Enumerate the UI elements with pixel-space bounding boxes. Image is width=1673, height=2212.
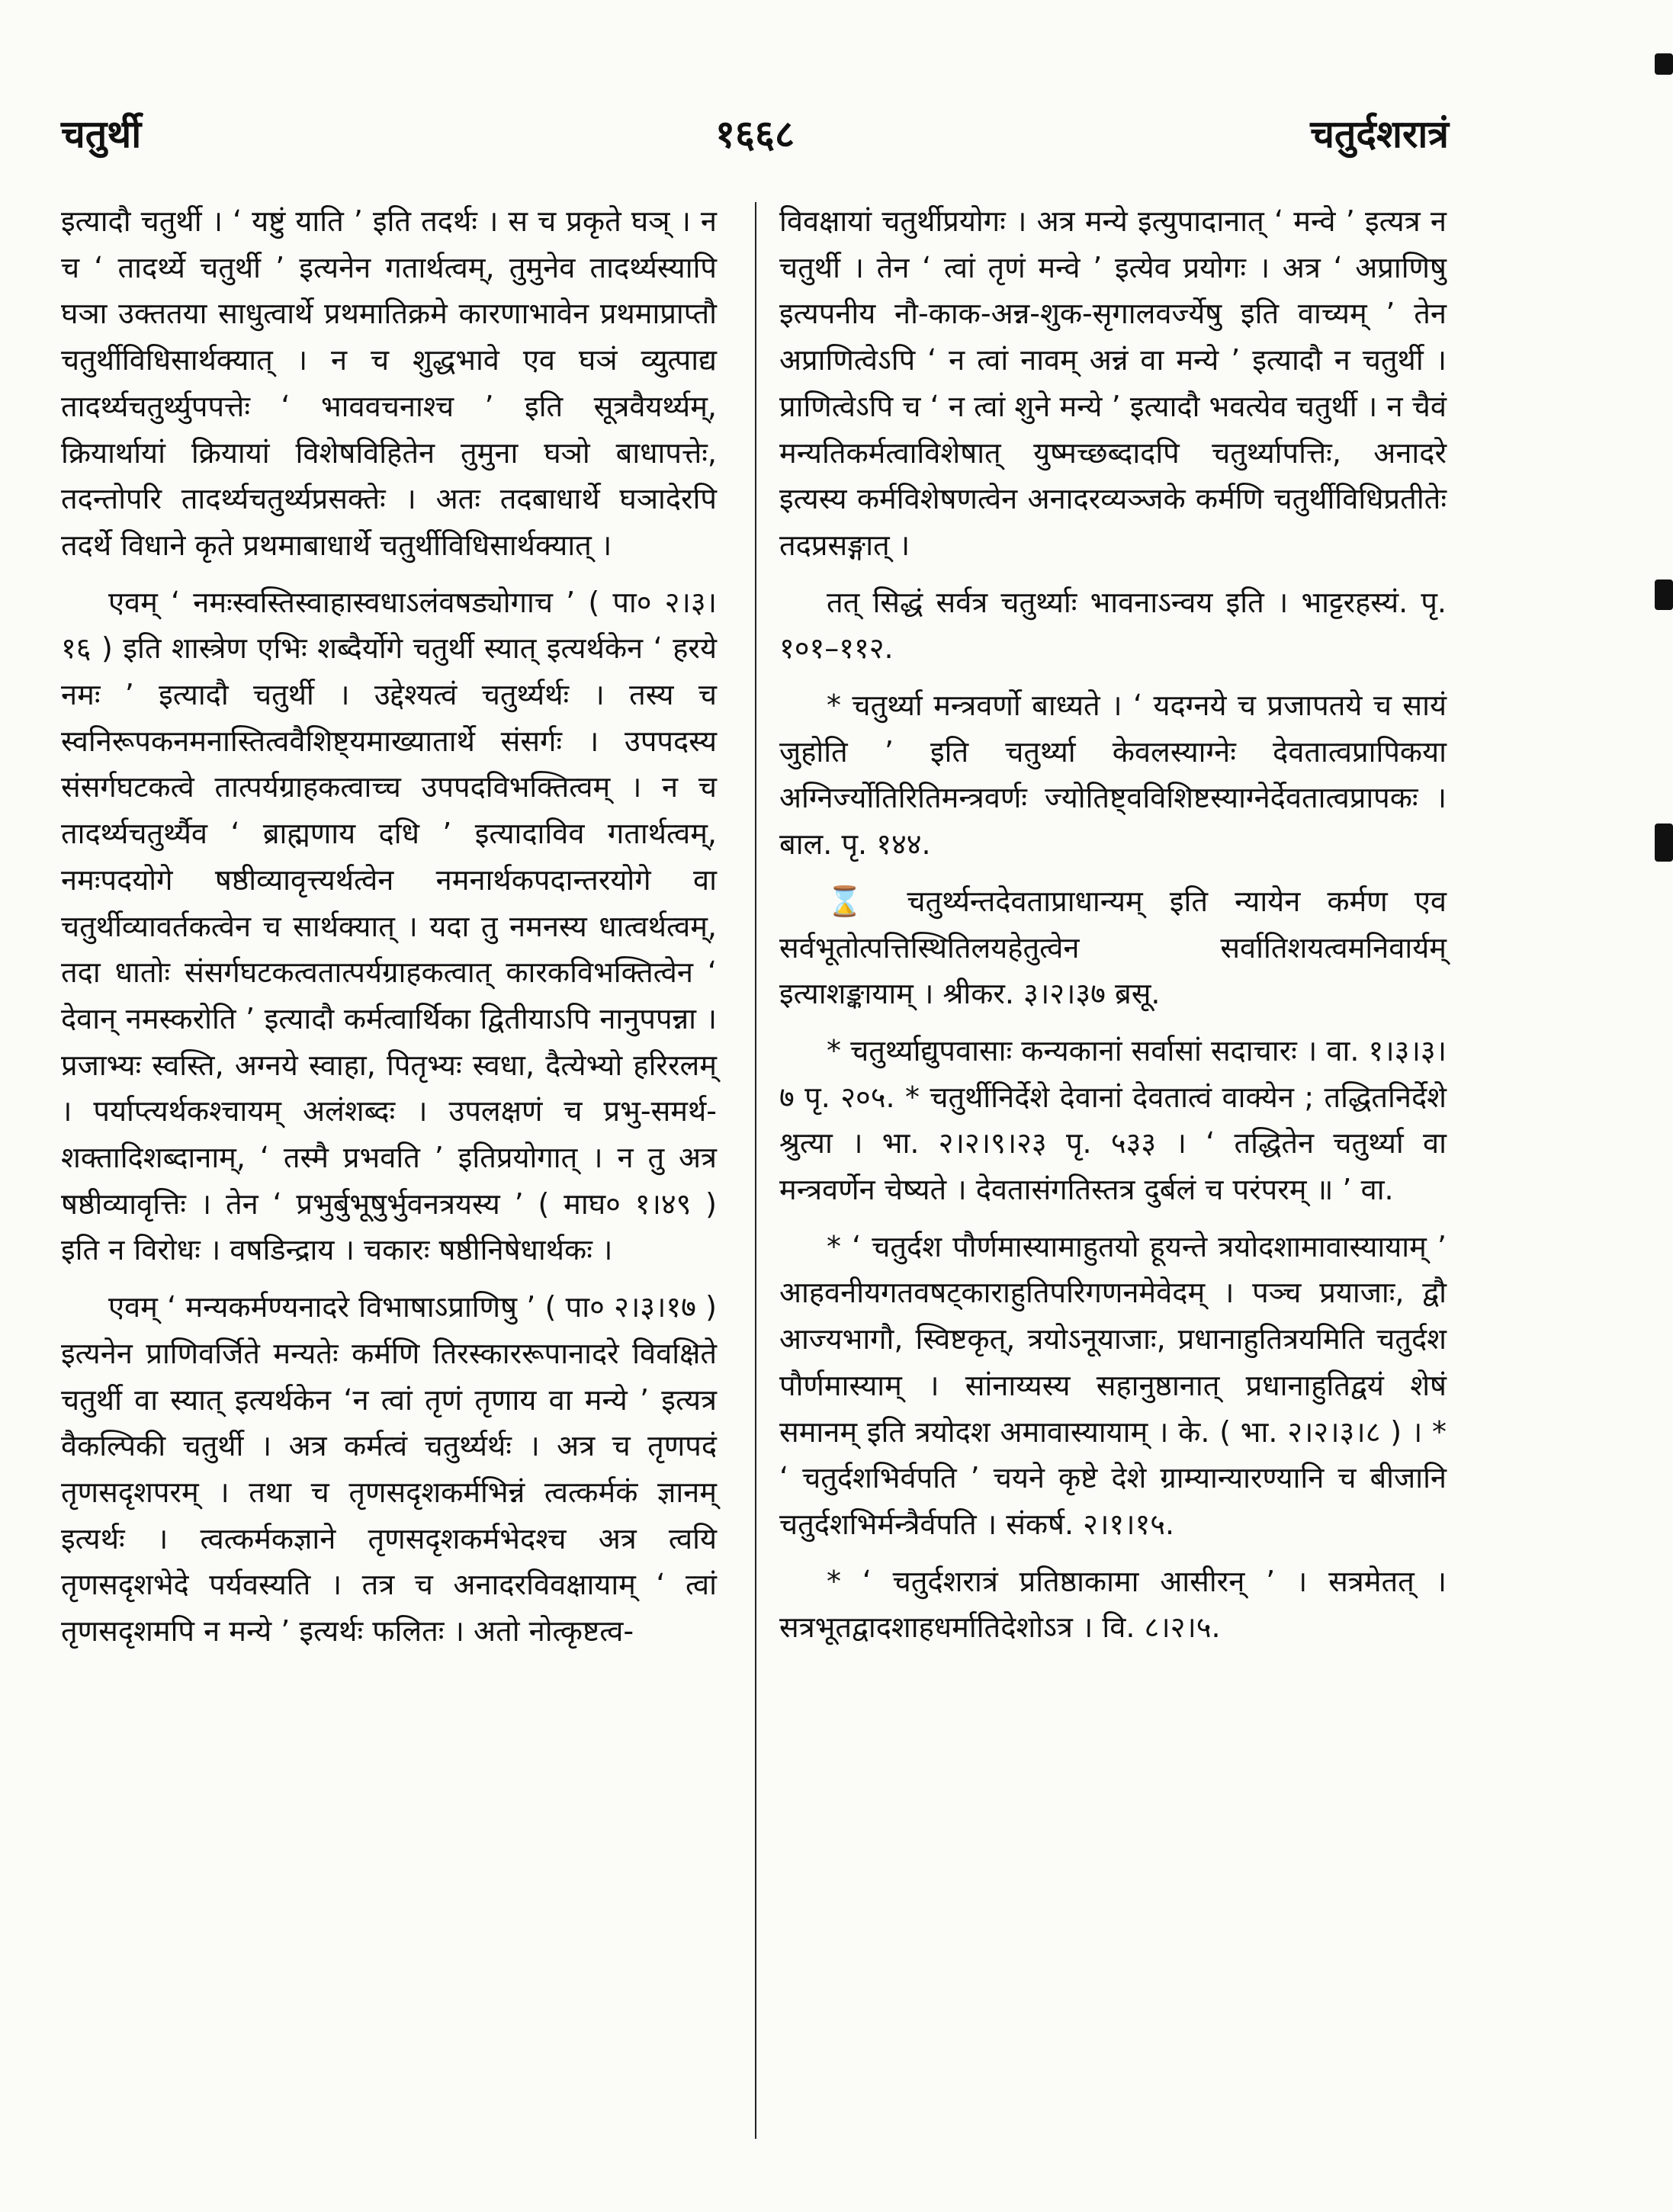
right-column [779,198,1447,1661]
paragraph: तत् सिद्धं सर्वत्र चतुर्थ्याः भावनाऽन्वय इति । भाट्टरहस्यं. पृ. १०१–११२. [779,585,1447,666]
paragraph: इत्यादौ चतुर्थी । ‘ यष्टुं याति ’ इति तदर्थः । स च प्रकृते घञ् । न च ‘ तादर्थ्ये चतुर्थी ’ इत्यनेन गतार्थत्वम्, तुमुनेव तादर्थ्यस्यापि घञा उक्ततया साधुत्वार्थे प्रथमातिक्रमे कारणाभावेन प्रथमाप्राप्तौ चतुर्थीविधिसार्थक्यात् । न च शुद्धभावे एव घञं व्युत्पाद्य तादर्थ्यचतुर्थ्युपपत्तेः ‘ भाववचनाश्च ’ इति सूत्रवैयर्थ्यम्, क्रियार्थायां क्रियायां विशेषविहितेन तुमुना घञो बाधापत्तेः, तदन्तोपरि तादर्थ्यचतुर्थ्यप्रसक्तेः । अतः तदबाधार्थे घञादेरपि तदर्थे विधाने कृते प्रथमाबाधार्थे चतुर्थीविधिसार्थक्यात् । [61,204,717,562]
paragraph: विवक्षायां चतुर्थीप्रयोगः । अत्र मन्ये इत्युपादानात् ‘ मन्वे ’ इत्यत्र न चतुर्थी । तेन ‘ त्वां तृणं मन्वे ’ इत्येव प्रयोगः । अत्र ‘ अप्राणिषु इत्यपनीय नौ-काक-अन्न-शुक-सृगालवर्ज्येषु इति वाच्यम् ’ तेन अप्राणित्वेऽपि ‘ न त्वां नावम् अन्नं वा मन्ये ’ इत्यादौ न चतुर्थी । प्राणित्वेऽपि च ‘ न त्वां शुने मन्ये ’ इत्यादौ भवत्येव चतुर्थी । न चैवं मन्यतिकर्मत्वाविशेषात् युष्मच्छब्दादपि चतुर्थ्यापत्तिः, अनादरे इत्यस्य कर्मविशेषणत्वेन अनादरव्यञ्जके कर्मणि चतुर्थीविधिप्रतीतेः तदप्रसङ्गात् । [779,204,1447,562]
paragraph: एवम् ‘ मन्यकर्मण्यनादरे विभाषाऽप्राणिषु ’ ( पा० २।३।१७ ) इत्यनेन प्राणिवर्जिते मन्यतेः कर्मणि तिरस्काररूपानादरे विवक्षिते चतुर्थी वा स्यात् इत्यर्थकेन ‘न त्वां तृणं तृणाय वा मन्ये ’ इत्यत्र वैकल्पिकी चतुर्थी । अत्र कर्मत्वं चतुर्थ्यर्थः । अत्र च तृणपदं तृणसदृशपरम् । तथा च तृणसदृशकर्मभिन्नं त्वत्कर्मकं ज्ञानम् इत्यर्थः । त्वत्कर्मकज्ञाने तृणसदृशकर्मभेदश्च अत्र त्वयि तृणसदृशभेदे पर्यवस्यति । तत्र च अनादरविवक्षायाम् ‘ त्वां तृणसदृशमपि न मन्ये ’ इत्यर्थः फलितः । अतो नोत्कृष्टत्व- [61,1290,717,1649]
header-left-word: चतुर्थी [61,112,142,156]
paragraph: * ‘ चतुर्दशरात्रं प्रतिष्ठाकामा आसीरन् ’ । सत्रमेतत् । सत्रभूतद्वादशाहधर्मातिदेशोऽत्र । वि. ८।२।५. [779,1564,1447,1645]
scan-edge-mark [1655,579,1673,610]
paragraph: एवम् ‘ नमःस्वस्तिस्वाहास्वधाऽलंवषड्योगाच ’ ( पा० २।३।१६ ) इति शास्त्रेण एभिः शब्दैर्योगे चतुर्थी स्यात् इत्यर्थकेन ‘ हरये नमः ’ इत्यादौ चतुर्थी । उद्देश्यत्वं चतुर्थ्यर्थः । तस्य च स्वनिरूपकनमनास्तित्ववैशिष्ट्यमाख्यातार्थे संसर्गः । उपपदस्य संसर्गघटकत्वे तात्पर्यग्राहकत्वाच्च उपपदविभक्तित्वम् । न च तादर्थ्यचतुर्थ्यैव ‘ ब्राह्मणाय दधि ’ इत्यादाविव गतार्थत्वम्, नमःपदयोगे षष्ठीव्यावृत्त्यर्थत्वेन नमनार्थकपदान्तरयोगे वा चतुर्थीव्यावर्तकत्वेन च सार्थक्यात् । यदा तु नमनस्य धात्वर्थत्वम्, तदा धातोः संसर्गघटकत्वतात्पर्यग्राहकत्वात् कारकविभक्तित्वेन ‘ देवान् नमस्करोति ’ इत्यादौ कर्मत्वार्थिका द्वितीयाऽपि नानुपपन्ना । प्रजाभ्यः स्वस्ति, अग्नये स्वाहा, पितृभ्यः स्वधा, दैत्येभ्यो हरिरलम् । पर्याप्त्यर्थकश्चायम् अलंशब्दः । उपलक्षणं च प्रभु-समर्थ-शक्तादिशब्दानाम्, ‘ तस्मै प्रभवति ’ इतिप्रयोगात् । न तु अत्र षष्ठीव्यावृत्तिः । तेन ‘ प्रभुर्बुभूषुर्भुवनत्रयस्य ’ ( माघ० १।४९ ) इति न विरोधः । वषडिन्द्राय । चकारः षष्ठीनिषेधार्थकः । [61,585,717,1267]
paragraph: * ‘ चतुर्दश पौर्णमास्यामाहुतयो हूयन्ते त्रयोदशामावास्यायाम् ’ आहवनीयगतवषट्काराहुतिपरिगणनमेवेदम् । पञ्च प्रयाजाः, द्वौ आज्यभागौ, स्विष्टकृत्, त्रयोऽनूयाजाः, प्रधानाहुतित्रयमिति चतुर्दश पौर्णमास्याम् । सांनाय्यस्य सहानुष्ठानात् प्रधानाहुतिद्वयं शेषं समानम् इति त्रयोदश अमावास्यायाम् । के. ( भा. २।२।३।८ ) । * ‘ चतुर्दशभिर्वपति ’ चयने कृष्टे देशे ग्राम्यान्यारण्यानि च बीजानि चतुर्दशभिर्मन्त्रैर्वपति । संकर्ष. २।१।१५. [779,1229,1447,1541]
scan-edge-mark [1655,823,1673,862]
left-column [61,198,717,1665]
header-right-word: चतुर्दशरात्रं [1310,112,1449,156]
paragraph: ⌛ चतुर्थ्यन्तदेवताप्राधान्यम् इति न्यायेन कर्मण एव सर्वभूतोत्पत्तिस्थितिलयहेतुत्वेन सर्वातिशयत्वमनिवार्यम् इत्याशङ्कायाम् । श्रीकर. ३।२।३७ ब्रसू. [779,884,1447,1011]
page-number: १६६८ [715,112,795,156]
paragraph: * चतुर्थ्याद्युपवासाः कन्यकानां सर्वासां सदाचारः । वा. १।३।३।७ पृ. २०५. * चतुर्थीनिर्देशे देवानां देवतात्वं वाक्येन ; तद्धितनिर्देशे श्रुत्या । भा. २।२।९।२३ पृ. ५३३ । ‘ तद्धितेन चतुर्थ्या वा मन्त्रवर्णेन चेष्यते । देवतासंगतिस्तत्र दुर्बलं च परंपरम् ॥ ’ वा. [779,1033,1447,1207]
page-header [61,107,1449,175]
scan-edge-mark [1655,53,1673,75]
column-divider [755,202,756,2139]
paragraph: * चतुर्थ्या मन्त्रवर्णो बाध्यते । ‘ यदग्नये च प्रजापतये च सायं जुहोति ’ इति चतुर्थ्या केवलस्याग्नेः देवतात्वप्रापिकया अग्निर्ज्योतिरितिमन्त्रवर्णः ज्योतिष्ट्वविशिष्टस्याग्नेर्देवतात्वप्रापकः । बाल. पृ. १४४. [779,689,1447,862]
